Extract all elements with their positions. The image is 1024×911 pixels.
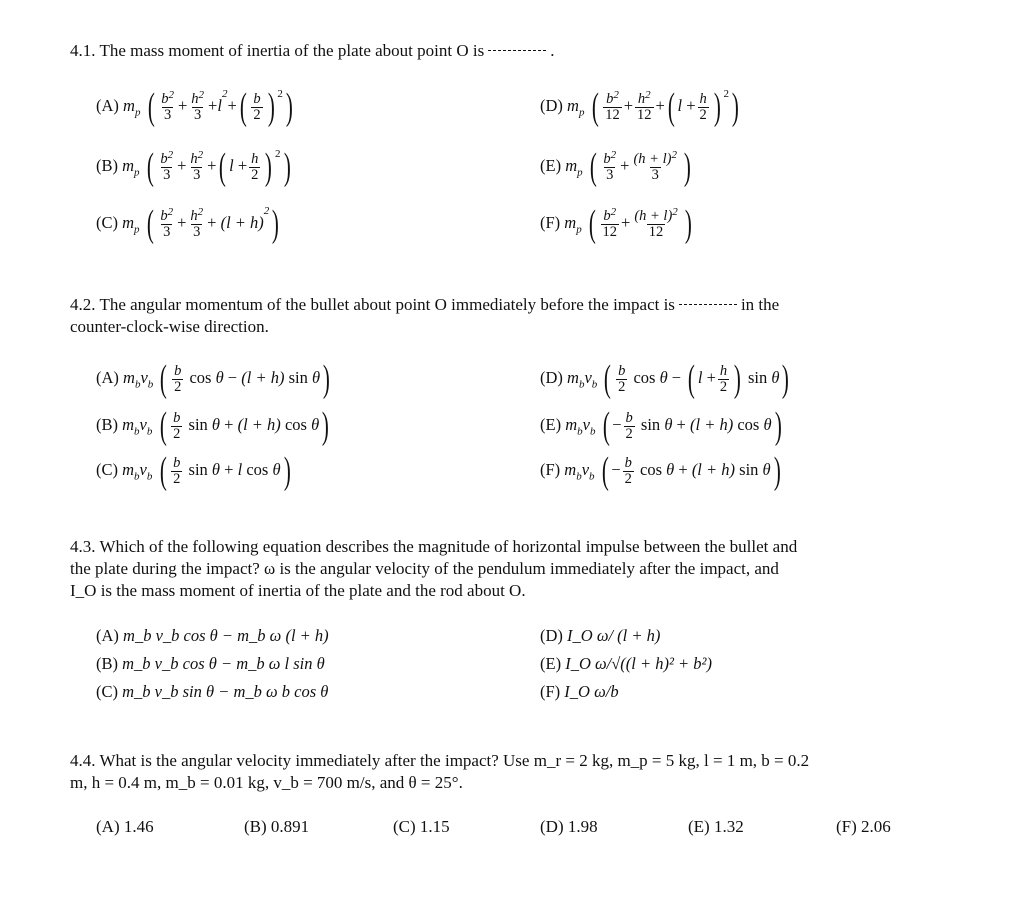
q2-option-c[interactable]: (C) $m_bv_b$ ( $\frac{b}{2}$ sin θ + l cos θ) [96, 450, 291, 492]
question-4-2: 4.2. The angular momentum of the bullet about point O immediately before the impact is in the counter-clock-wise direction. [70, 295, 780, 336]
q3-option-d[interactable]: (D) I_O ω/ (l + h) [540, 626, 661, 645]
q4-option-e[interactable]: (E) 1.32 [688, 817, 744, 836]
q2-option-a[interactable]: (A) $m_bv_b$ ( $\frac{b}{2}$ cos θ − (l + h) sin θ) [96, 358, 330, 400]
q2-option-e[interactable]: (E) $m_bv_b$ ( − $\frac{b}{2}$ sin θ + (l + h) cos θ) [540, 405, 782, 447]
q3-option-e[interactable]: (E) I_O ω/√((l + h)² + b²) [540, 654, 713, 673]
q3-option-a[interactable]: (A) m_b v_b cos θ − m_b ω (l + h) [96, 626, 329, 645]
q2-option-f[interactable]: (F) $m_bv_b$ ( − $\frac{b}{2}$ cos θ + (l + h) sin θ) [540, 450, 781, 492]
q1-option-c[interactable]: (C) $m_p$ ( $\frac{b^2}{3}$ + $\frac{h^2}{3}$ + $(l + h)^2$) [96, 203, 280, 245]
q1-option-d[interactable]: (D) $m_p$ ( $\frac{b^2}{12}$ + $\frac{h^2}{12}$ +( l + $\frac{h}{2}$ ) $^2$) [540, 86, 739, 128]
q2-option-b[interactable]: (B) $m_bv_b$ ( $\frac{b}{2}$ sin θ + (l + h) cos θ) [96, 405, 329, 447]
q4-option-d[interactable]: (D) 1.98 [540, 817, 598, 836]
answer-blank [488, 50, 546, 51]
q3-option-c[interactable]: (C) m_b v_b sin θ − m_b ω b cos θ [96, 682, 329, 701]
answer-blank [679, 304, 737, 305]
question-4-1: 4.1. The mass moment of inertia of the plate about point O is . [70, 41, 555, 60]
q1-option-b[interactable]: (B) $m_p$ ( $\frac{b^2}{3}$ + $\frac{h^2}{3}$ +( l + $\frac{h}{2}$ ) $^2$) [96, 146, 291, 188]
q4-option-c[interactable]: (C) 1.15 [393, 817, 450, 836]
q1-option-a[interactable]: (A) $m_p$ ( $\frac{b^2}{3}$ + $\frac{h^2}{3}$ $+l^2+$( $\frac{b}{2}$ ) $^2$) [96, 86, 293, 128]
question-4-3: 4.3. Which of the following equation describes the magnitude of horizontal impulse between the bullet and the plate during the impact? ω is the angular velocity of the pendulum immediately after the impact, and I_O is the mass moment of inertia of the plate and the rod about O. [70, 537, 798, 600]
q1-option-f[interactable]: (F) $m_p$ ( $\frac{b^2}{12}$ + $\frac{(h + l)^2}{12}$ ) [540, 203, 692, 245]
question-4-1-text: 4.1. The mass moment of inertia of the plate about point O is [70, 41, 485, 60]
q4-option-a[interactable]: (A) 1.46 [96, 817, 154, 836]
q4-option-b[interactable]: (B) 0.891 [244, 817, 310, 836]
q4-option-f[interactable]: (F) 2.06 [836, 817, 891, 836]
q1-option-e[interactable]: (E) $m_p$ ( $\frac{b^2}{3}$ + $\frac{(h + l)^2}{3}$ ) [540, 146, 691, 188]
q3-option-b[interactable]: (B) m_b v_b cos θ − m_b ω l sin θ [96, 654, 325, 673]
question-4-4: 4.4. What is the angular velocity immediately after the impact? Use m_r = 2 kg, m_p = 5 kg, l = 1 m, b = 0.2 m, h = 0.4 m, m_b = 0.01 kg, v_b = 700 m/s, and θ = 25°. [70, 751, 810, 792]
q2-option-d[interactable]: (D) $m_bv_b$ ( $\frac{b}{2}$ cos θ − ( l + $\frac{h}{2}$ ) sin θ) [540, 358, 790, 400]
q3-option-f[interactable]: (F) I_O ω/b [540, 682, 619, 701]
